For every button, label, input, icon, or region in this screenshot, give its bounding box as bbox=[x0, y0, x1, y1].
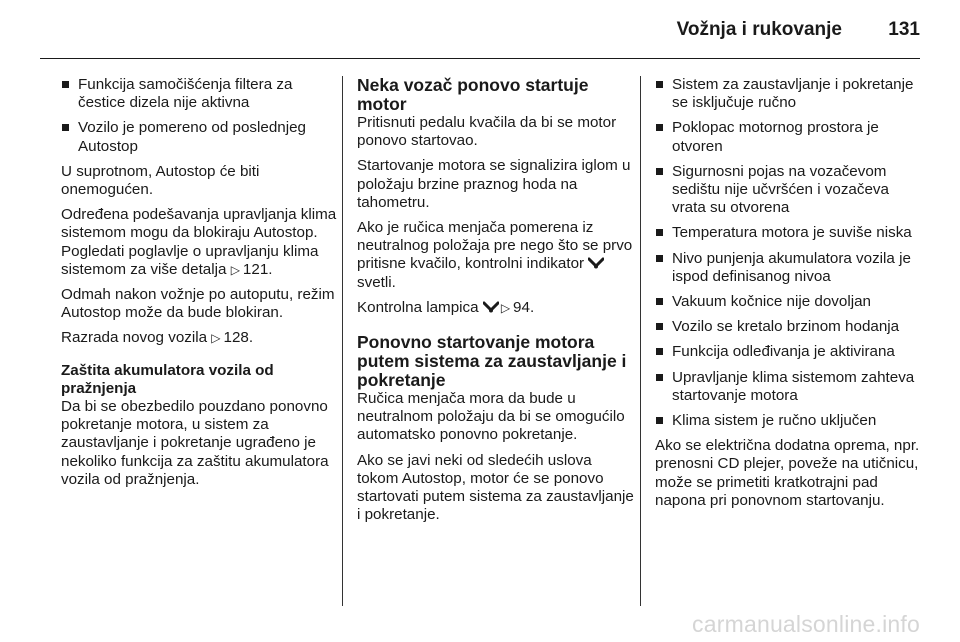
column-1 bbox=[61, 76, 341, 496]
list-item: Vozilo je pomereno od poslednjeg Autostop bbox=[61, 119, 341, 155]
paragraph-neutral: Ručica menjača mora da bude u neutralnom položaju da bi se omogućilo automatsko ponovno pokretanje. bbox=[357, 390, 625, 444]
bullet-square-icon bbox=[656, 81, 663, 88]
list-item: Sistem za zaustavljanje i pokretanje se isključuje ručno bbox=[655, 76, 923, 112]
list-item: Vozilo se kretalo brzinom hodanja bbox=[655, 318, 923, 336]
paragraph-breakin: Razrada novog vozila ▷ 128. bbox=[61, 329, 254, 347]
bullet-square-icon bbox=[656, 124, 663, 131]
page-reference-link[interactable]: 121. bbox=[242, 260, 273, 278]
page-number: 131 bbox=[888, 19, 920, 40]
paragraph-otherwise: U suprotnom, Autostop će biti onemogućen. bbox=[61, 162, 260, 199]
triangle-right-xref-icon: ▷ bbox=[500, 300, 511, 315]
heading-battery-protection: Zaštita akumulatora vozila od pražnjenja bbox=[61, 361, 274, 397]
paragraph-tachometer: Startovanje motora se signalizira iglom u položaju brzine praznog hoda na tahometru. bbox=[357, 157, 631, 211]
bullet-square-icon bbox=[656, 417, 663, 424]
page-reference-link[interactable]: 94. bbox=[513, 298, 535, 316]
paragraph-climate: Određena podešavanja upravljanja klima sistemom mogu da blokiraju Autostop. Pogledati poglavlje o upravljanju klima sistemom za više detalja ▷ 121. bbox=[61, 206, 337, 278]
list-item: Temperatura motora je suviše niska bbox=[655, 224, 923, 242]
list-item: Poklopac motornog prostora je otvoren bbox=[655, 119, 923, 155]
triangle-right-xref-icon: ▷ bbox=[211, 331, 221, 346]
bullet-square-icon bbox=[656, 323, 663, 330]
bullet-square-icon bbox=[656, 348, 663, 355]
list-item: Funkcija odleđivanja je aktivirana bbox=[655, 343, 923, 361]
restart-conditions-list bbox=[655, 76, 923, 430]
paragraph-gear-lever: Ako je ručica menjača pomerena iz neutralnog položaja pre nego što se prvo pritisne kvačilo, kontrolni indikator svetli. bbox=[357, 219, 633, 291]
section-title: Vožnja i rukovanje bbox=[676, 19, 842, 40]
list-item: Klima sistem je ručno uključen bbox=[655, 412, 923, 430]
page-header bbox=[0, 0, 960, 62]
list-item: Vakuum kočnice nije dovoljan bbox=[655, 293, 923, 311]
bullet-square-icon bbox=[62, 124, 69, 131]
paragraph-clutch: Pritisnuti pedalu kvačila da bi se motor ponovo startovao. bbox=[357, 114, 617, 150]
list-item: Funkcija samočišćenja filtera za čestice dizela nije aktivna bbox=[61, 76, 341, 112]
page-reference-link[interactable]: 128. bbox=[223, 329, 254, 347]
bullet-square-icon bbox=[656, 168, 663, 175]
list-item: Sigurnosni pojas na vozačevom sedištu nije učvršćen i vozačeva vrata su otvorena bbox=[655, 163, 923, 218]
bullet-square-icon bbox=[656, 229, 663, 236]
paragraph-highway: Odmah nakon vožnje po autoputu, režim Autostop može da bude blokiran. bbox=[61, 286, 335, 322]
list-item: Upravljanje klima sistemom zahteva startovanje motora bbox=[655, 369, 923, 405]
paragraph-control-lamp: Kontrolna lampica ▷ 94. bbox=[357, 298, 535, 316]
paragraph-conditions: Ako se javi neki od sledećih uslova tokom Autostop, motor će se ponovo startovati putem sistema za zaustavljanje i pokretanje. bbox=[357, 451, 634, 524]
bullet-square-icon bbox=[656, 374, 663, 381]
autostop-indicator-icon bbox=[588, 257, 604, 269]
dpf-conditions-list bbox=[61, 76, 341, 156]
watermark-text: carmanualsonline.info bbox=[692, 611, 920, 637]
paragraph-battery: Da bi se obezbedilo pouzdano ponovno pokretanje motora, u sistem za zaustavljanje i pokretanje ugrađeno je nekoliko funkcija za zaštitu akumulatora vozila od pražnjenja. bbox=[61, 398, 329, 488]
column-2 bbox=[357, 76, 637, 531]
heading-driver-restart: Neka vozač ponovo startuje motor bbox=[357, 75, 589, 114]
column-divider-2 bbox=[640, 76, 641, 606]
bullet-square-icon bbox=[62, 81, 69, 88]
triangle-right-xref-icon: ▷ bbox=[230, 262, 240, 277]
header-divider bbox=[40, 58, 920, 59]
list-item: Nivo punjenja akumulatora vozila je ispod definisanog nivoa bbox=[655, 250, 923, 286]
autostop-indicator-icon bbox=[483, 301, 499, 313]
column-3 bbox=[655, 76, 923, 517]
paragraph-accessory: Ako se električna dodatna oprema, npr. prenosni CD plejer, poveže na utičnicu, može se primetiti kratkotrajni pad napona pri ponovnom startovanju. bbox=[655, 437, 920, 509]
bullet-square-icon bbox=[656, 255, 663, 262]
column-divider-1 bbox=[342, 76, 343, 606]
heading-system-restart: Ponovno startovanje motora putem sistema za zaustavljanje i pokretanje bbox=[357, 332, 627, 391]
bullet-square-icon bbox=[656, 298, 663, 305]
